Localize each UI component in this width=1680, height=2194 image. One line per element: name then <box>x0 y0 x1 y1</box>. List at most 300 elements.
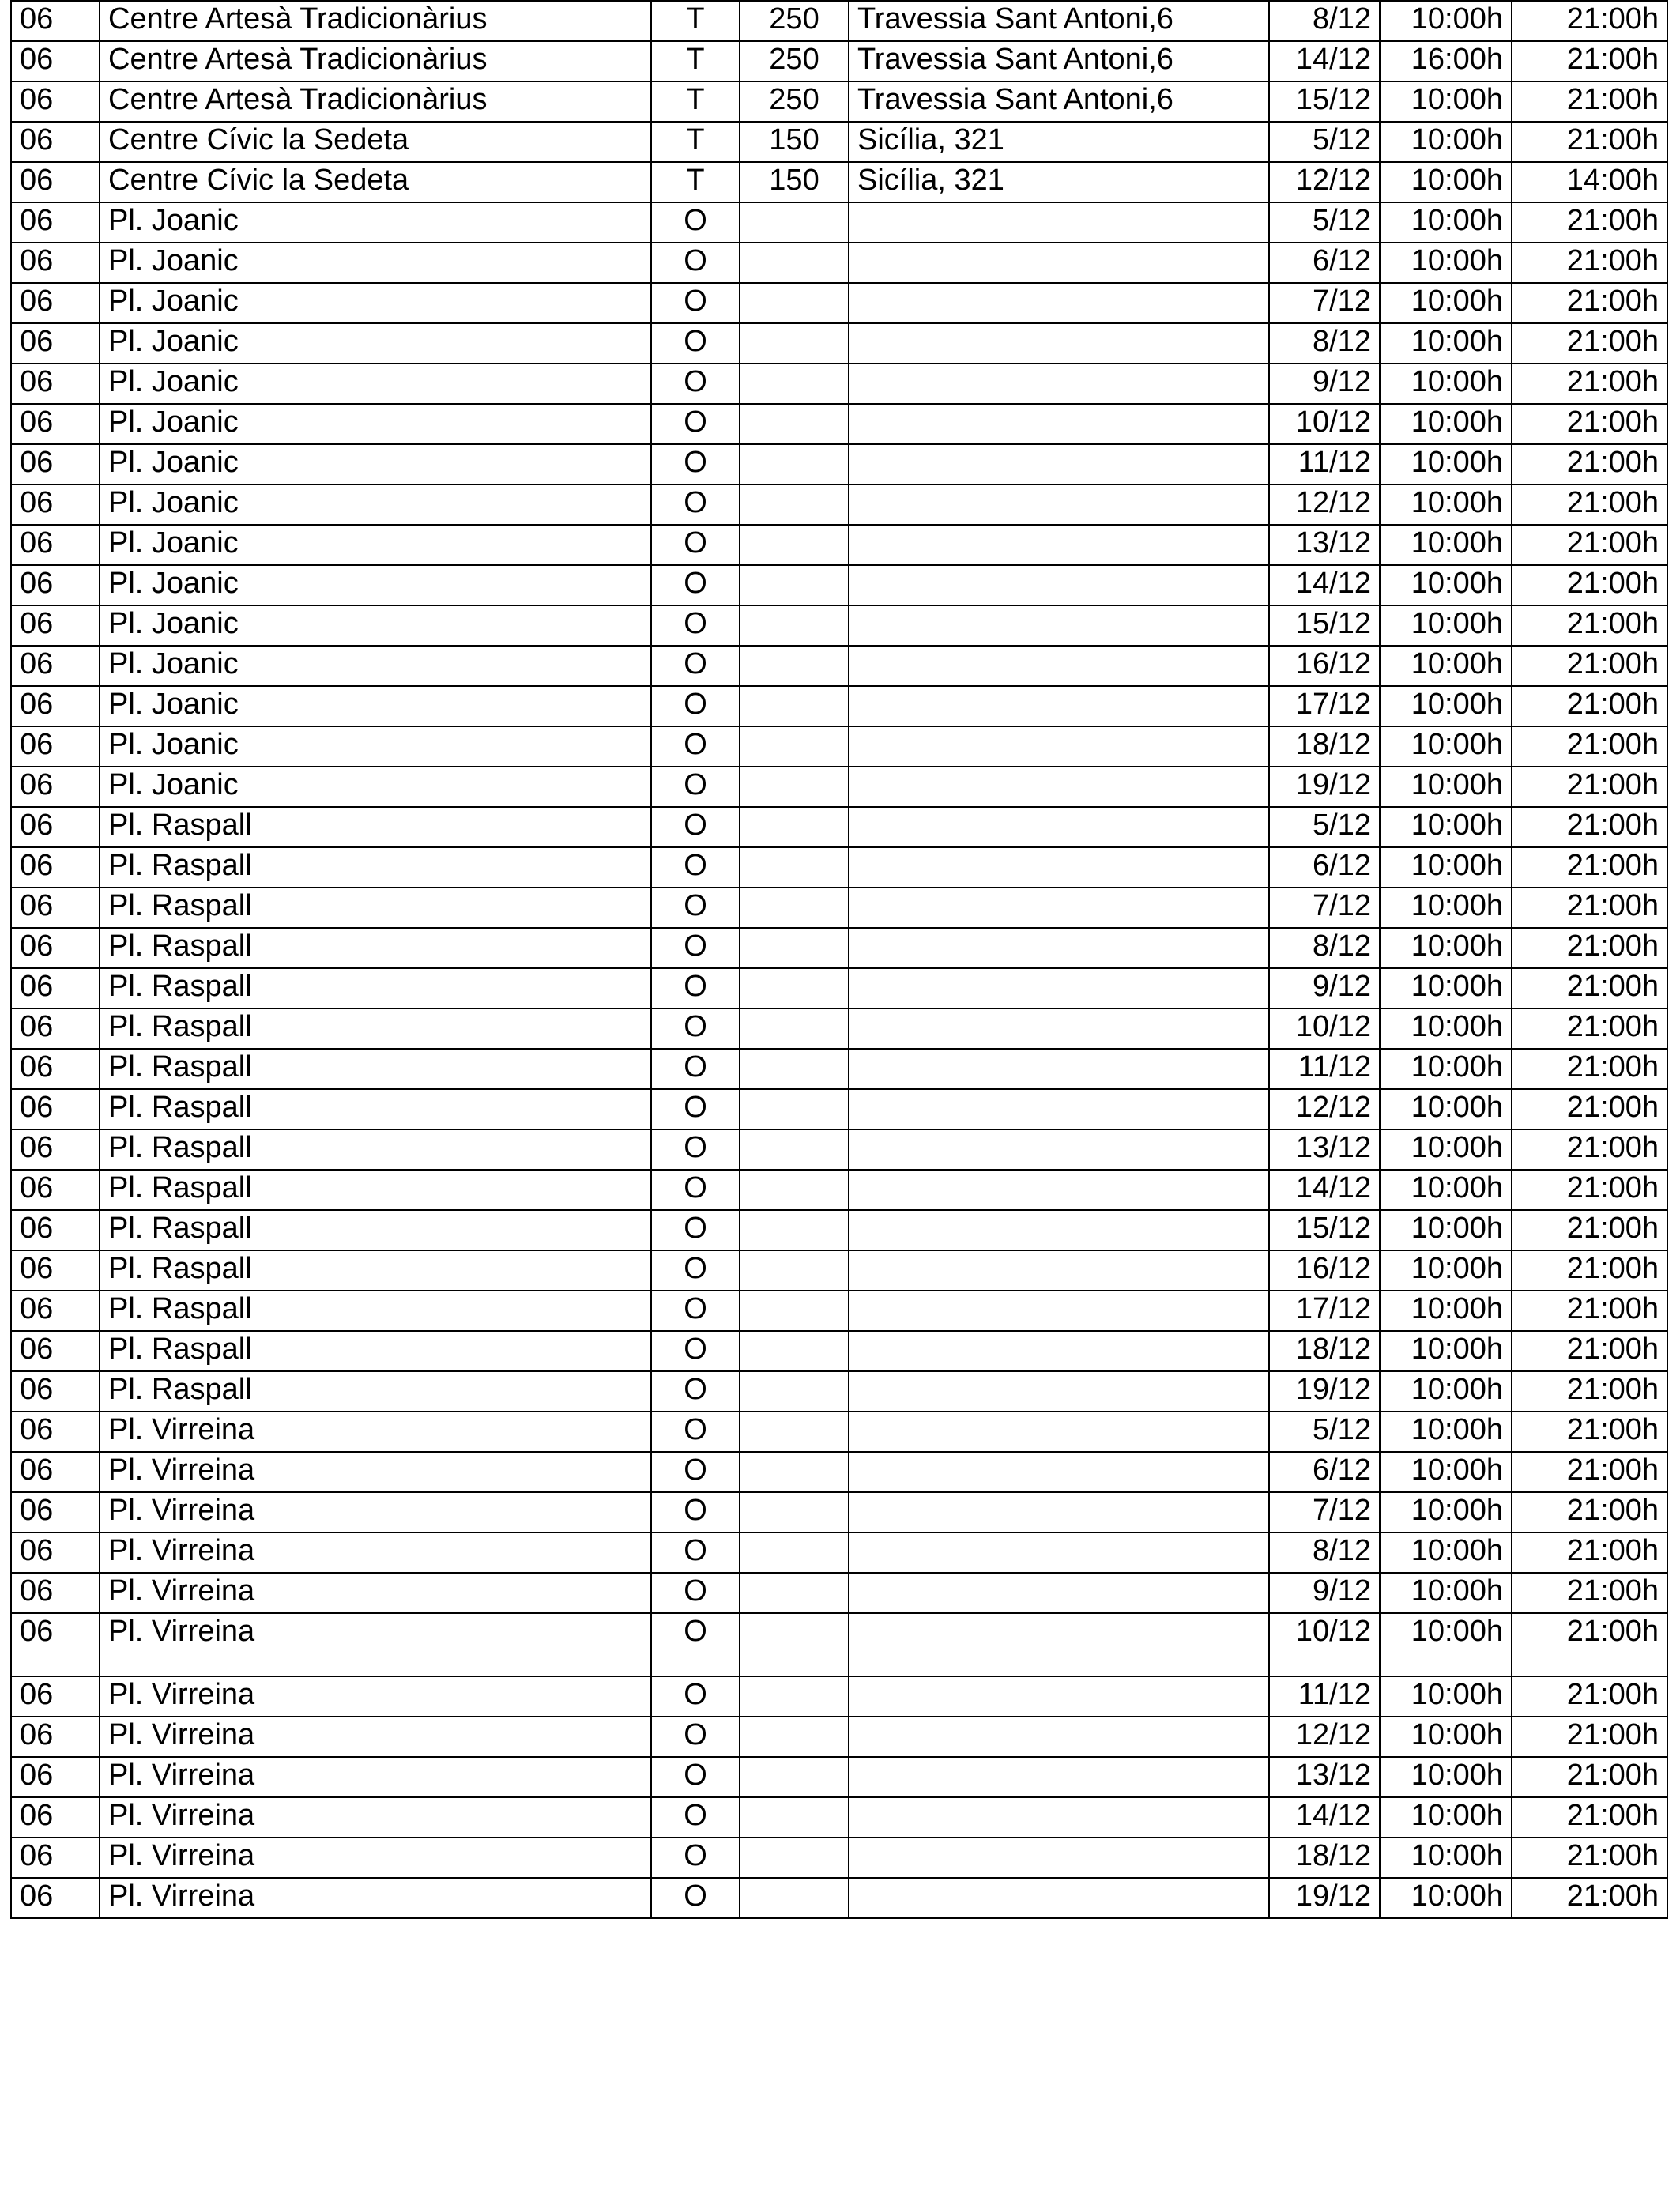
end-time-cell: 21:00h <box>1512 1008 1667 1049</box>
capacity-cell <box>740 525 849 565</box>
start-time-cell: 10:00h <box>1380 162 1512 202</box>
capacity-cell <box>740 1757 849 1797</box>
type-cell: O <box>651 1170 740 1210</box>
date-cell: 6/12 <box>1269 847 1380 888</box>
end-time-cell: 21:00h <box>1512 1452 1667 1492</box>
capacity-cell <box>740 1532 849 1573</box>
type-cell: O <box>651 1452 740 1492</box>
location-cell: Pl. Joanic <box>100 283 651 323</box>
end-time-cell: 21:00h <box>1512 928 1667 968</box>
start-time-cell: 10:00h <box>1380 1613 1512 1676</box>
capacity-cell <box>740 686 849 726</box>
date-cell: 11/12 <box>1269 1676 1380 1717</box>
type-cell: O <box>651 1210 740 1250</box>
capacity-cell <box>740 1717 849 1757</box>
end-time-cell: 21:00h <box>1512 364 1667 404</box>
end-time-cell: 21:00h <box>1512 1412 1667 1452</box>
type-cell: O <box>651 525 740 565</box>
capacity-cell <box>740 404 849 444</box>
table-row <box>11 928 1667 968</box>
location-cell: Pl. Virreina <box>100 1532 651 1573</box>
end-time-cell: 21:00h <box>1512 1613 1667 1676</box>
start-time-cell: 10:00h <box>1380 1049 1512 1089</box>
capacity-cell <box>740 1412 849 1452</box>
district-cell: 06 <box>11 646 100 686</box>
date-cell: 10/12 <box>1269 1613 1380 1676</box>
address-cell <box>849 1412 1269 1452</box>
district-cell: 06 <box>11 364 100 404</box>
type-cell: O <box>651 686 740 726</box>
date-cell: 8/12 <box>1269 1532 1380 1573</box>
date-cell: 19/12 <box>1269 1371 1380 1412</box>
start-time-cell: 10:00h <box>1380 847 1512 888</box>
start-time-cell: 10:00h <box>1380 807 1512 847</box>
table-row <box>11 1412 1667 1452</box>
table-row <box>11 807 1667 847</box>
capacity-cell <box>740 444 849 484</box>
type-cell: O <box>651 605 740 646</box>
type-cell: O <box>651 1717 740 1757</box>
address-cell <box>849 646 1269 686</box>
start-time-cell: 10:00h <box>1380 1757 1512 1797</box>
location-cell: Pl. Virreina <box>100 1757 651 1797</box>
district-cell: 06 <box>11 968 100 1008</box>
location-cell: Pl. Joanic <box>100 565 651 605</box>
district-cell: 06 <box>11 1573 100 1613</box>
table-row <box>11 283 1667 323</box>
address-cell <box>849 1717 1269 1757</box>
end-time-cell: 21:00h <box>1512 41 1667 81</box>
type-cell: O <box>651 1089 740 1129</box>
type-cell: O <box>651 1797 740 1838</box>
start-time-cell: 10:00h <box>1380 1532 1512 1573</box>
capacity-cell <box>740 1291 849 1331</box>
address-cell <box>849 807 1269 847</box>
capacity-cell <box>740 1331 849 1371</box>
start-time-cell: 10:00h <box>1380 928 1512 968</box>
table-row <box>11 444 1667 484</box>
location-cell: Pl. Raspall <box>100 968 651 1008</box>
location-cell: Pl. Joanic <box>100 525 651 565</box>
date-cell: 7/12 <box>1269 283 1380 323</box>
capacity-cell <box>740 847 849 888</box>
table-row <box>11 81 1667 122</box>
capacity-cell <box>740 1452 849 1492</box>
table-row <box>11 1371 1667 1412</box>
type-cell: O <box>651 1532 740 1573</box>
capacity-cell <box>740 1170 849 1210</box>
start-time-cell: 10:00h <box>1380 767 1512 807</box>
address-cell <box>849 1878 1269 1918</box>
capacity-cell: 150 <box>740 122 849 162</box>
address-cell <box>849 1797 1269 1838</box>
end-time-cell: 21:00h <box>1512 726 1667 767</box>
end-time-cell: 21:00h <box>1512 1532 1667 1573</box>
type-cell: O <box>651 484 740 525</box>
type-cell: O <box>651 1676 740 1717</box>
start-time-cell: 10:00h <box>1380 1089 1512 1129</box>
capacity-cell <box>740 1676 849 1717</box>
start-time-cell: 10:00h <box>1380 1008 1512 1049</box>
type-cell: T <box>651 122 740 162</box>
start-time-cell: 16:00h <box>1380 41 1512 81</box>
end-time-cell: 21:00h <box>1512 1 1667 41</box>
address-cell <box>849 323 1269 364</box>
end-time-cell: 21:00h <box>1512 444 1667 484</box>
capacity-cell <box>740 1089 849 1129</box>
capacity-cell: 250 <box>740 81 849 122</box>
location-cell: Pl. Raspall <box>100 1250 651 1291</box>
table-row <box>11 1210 1667 1250</box>
location-cell: Pl. Joanic <box>100 726 651 767</box>
district-cell: 06 <box>11 1129 100 1170</box>
date-cell: 14/12 <box>1269 1797 1380 1838</box>
capacity-cell <box>740 888 849 928</box>
district-cell: 06 <box>11 767 100 807</box>
date-cell: 9/12 <box>1269 1573 1380 1613</box>
start-time-cell: 10:00h <box>1380 726 1512 767</box>
district-cell: 06 <box>11 1492 100 1532</box>
table-row <box>11 525 1667 565</box>
location-cell: Pl. Joanic <box>100 686 651 726</box>
capacity-cell: 250 <box>740 1 849 41</box>
end-time-cell: 21:00h <box>1512 1838 1667 1878</box>
location-cell: Pl. Raspall <box>100 1331 651 1371</box>
table-row <box>11 1008 1667 1049</box>
table-row <box>11 1049 1667 1089</box>
district-cell: 06 <box>11 807 100 847</box>
district-cell: 06 <box>11 1008 100 1049</box>
start-time-cell: 10:00h <box>1380 1331 1512 1371</box>
location-cell: Pl. Joanic <box>100 202 651 243</box>
address-cell <box>849 1250 1269 1291</box>
district-cell: 06 <box>11 162 100 202</box>
address-cell <box>849 364 1269 404</box>
address-cell <box>849 1532 1269 1573</box>
end-time-cell: 21:00h <box>1512 888 1667 928</box>
location-cell: Pl. Raspall <box>100 807 651 847</box>
end-time-cell: 21:00h <box>1512 81 1667 122</box>
address-cell <box>849 1371 1269 1412</box>
start-time-cell: 10:00h <box>1380 122 1512 162</box>
table-row <box>11 1452 1667 1492</box>
location-cell: Pl. Raspall <box>100 847 651 888</box>
start-time-cell: 10:00h <box>1380 1412 1512 1452</box>
district-cell: 06 <box>11 525 100 565</box>
location-cell: Pl. Raspall <box>100 928 651 968</box>
table-row <box>11 1291 1667 1331</box>
district-cell: 06 <box>11 1049 100 1089</box>
address-cell: Travessia Sant Antoni,6 <box>849 81 1269 122</box>
address-cell <box>849 525 1269 565</box>
date-cell: 5/12 <box>1269 807 1380 847</box>
location-cell: Pl. Raspall <box>100 1089 651 1129</box>
district-cell: 06 <box>11 1838 100 1878</box>
capacity-cell <box>740 1371 849 1412</box>
address-cell <box>849 767 1269 807</box>
location-cell: Pl. Virreina <box>100 1573 651 1613</box>
type-cell: O <box>651 565 740 605</box>
table-row <box>11 565 1667 605</box>
capacity-cell <box>740 1613 849 1676</box>
address-cell <box>849 1757 1269 1797</box>
address-cell <box>849 1613 1269 1676</box>
end-time-cell: 21:00h <box>1512 1492 1667 1532</box>
location-cell: Pl. Joanic <box>100 444 651 484</box>
date-cell: 14/12 <box>1269 565 1380 605</box>
address-cell <box>849 404 1269 444</box>
date-cell: 18/12 <box>1269 1331 1380 1371</box>
table-row <box>11 847 1667 888</box>
end-time-cell: 21:00h <box>1512 525 1667 565</box>
table-row <box>11 1757 1667 1797</box>
address-cell <box>849 605 1269 646</box>
district-cell: 06 <box>11 1717 100 1757</box>
capacity-cell <box>740 1008 849 1049</box>
address-cell <box>849 1838 1269 1878</box>
table-row <box>11 767 1667 807</box>
date-cell: 5/12 <box>1269 202 1380 243</box>
table-row <box>11 1331 1667 1371</box>
table-row <box>11 1 1667 41</box>
type-cell: O <box>651 404 740 444</box>
type-cell: O <box>651 1757 740 1797</box>
type-cell: T <box>651 41 740 81</box>
end-time-cell: 21:00h <box>1512 807 1667 847</box>
district-cell: 06 <box>11 122 100 162</box>
date-cell: 7/12 <box>1269 1492 1380 1532</box>
table-row <box>11 1838 1667 1878</box>
location-cell: Centre Artesà Tradicionàrius <box>100 1 651 41</box>
address-cell <box>849 1210 1269 1250</box>
capacity-cell <box>740 243 849 283</box>
table-row <box>11 484 1667 525</box>
type-cell: O <box>651 968 740 1008</box>
district-cell: 06 <box>11 243 100 283</box>
location-cell: Pl. Virreina <box>100 1838 651 1878</box>
start-time-cell: 10:00h <box>1380 646 1512 686</box>
district-cell: 06 <box>11 1613 100 1676</box>
table-row <box>11 162 1667 202</box>
address-cell <box>849 888 1269 928</box>
district-cell: 06 <box>11 1170 100 1210</box>
address-cell <box>849 1049 1269 1089</box>
end-time-cell: 14:00h <box>1512 162 1667 202</box>
location-cell: Centre Cívic la Sedeta <box>100 162 651 202</box>
address-cell <box>849 444 1269 484</box>
end-time-cell: 21:00h <box>1512 1676 1667 1717</box>
address-cell: Travessia Sant Antoni,6 <box>849 1 1269 41</box>
table-row <box>11 41 1667 81</box>
date-cell: 14/12 <box>1269 41 1380 81</box>
end-time-cell: 21:00h <box>1512 1797 1667 1838</box>
location-cell: Pl. Virreina <box>100 1717 651 1757</box>
type-cell: O <box>651 1008 740 1049</box>
date-cell: 8/12 <box>1269 1 1380 41</box>
capacity-cell <box>740 646 849 686</box>
location-cell: Pl. Joanic <box>100 364 651 404</box>
date-cell: 9/12 <box>1269 364 1380 404</box>
address-cell <box>849 1170 1269 1210</box>
table-row <box>11 404 1667 444</box>
capacity-cell <box>740 968 849 1008</box>
district-cell: 06 <box>11 1797 100 1838</box>
capacity-cell <box>740 364 849 404</box>
table-row <box>11 202 1667 243</box>
date-cell: 17/12 <box>1269 686 1380 726</box>
table-row <box>11 686 1667 726</box>
capacity-cell <box>740 1210 849 1250</box>
date-cell: 12/12 <box>1269 1717 1380 1757</box>
table-row <box>11 1573 1667 1613</box>
district-cell: 06 <box>11 686 100 726</box>
start-time-cell: 10:00h <box>1380 1492 1512 1532</box>
start-time-cell: 10:00h <box>1380 283 1512 323</box>
start-time-cell: 10:00h <box>1380 323 1512 364</box>
type-cell: O <box>651 1049 740 1089</box>
district-cell: 06 <box>11 202 100 243</box>
district-cell: 06 <box>11 888 100 928</box>
type-cell: O <box>651 928 740 968</box>
address-cell: Travessia Sant Antoni,6 <box>849 41 1269 81</box>
end-time-cell: 21:00h <box>1512 968 1667 1008</box>
start-time-cell: 10:00h <box>1380 1676 1512 1717</box>
date-cell: 7/12 <box>1269 888 1380 928</box>
date-cell: 11/12 <box>1269 444 1380 484</box>
start-time-cell: 10:00h <box>1380 202 1512 243</box>
end-time-cell: 21:00h <box>1512 243 1667 283</box>
district-cell: 06 <box>11 41 100 81</box>
type-cell: O <box>651 1331 740 1371</box>
type-cell: O <box>651 767 740 807</box>
location-cell: Pl. Joanic <box>100 243 651 283</box>
type-cell: O <box>651 726 740 767</box>
end-time-cell: 21:00h <box>1512 1089 1667 1129</box>
end-time-cell: 21:00h <box>1512 202 1667 243</box>
capacity-cell <box>740 1250 849 1291</box>
district-cell: 06 <box>11 726 100 767</box>
address-cell: Sicília, 321 <box>849 162 1269 202</box>
address-cell <box>849 1089 1269 1129</box>
end-time-cell: 21:00h <box>1512 847 1667 888</box>
start-time-cell: 10:00h <box>1380 1170 1512 1210</box>
district-cell: 06 <box>11 1412 100 1452</box>
address-cell <box>849 202 1269 243</box>
location-cell: Pl. Joanic <box>100 605 651 646</box>
end-time-cell: 21:00h <box>1512 1291 1667 1331</box>
table-row <box>11 1613 1667 1676</box>
district-cell: 06 <box>11 928 100 968</box>
start-time-cell: 10:00h <box>1380 686 1512 726</box>
address-cell <box>849 243 1269 283</box>
end-time-cell: 21:00h <box>1512 565 1667 605</box>
end-time-cell: 21:00h <box>1512 484 1667 525</box>
table-row <box>11 1492 1667 1532</box>
capacity-cell <box>740 1049 849 1089</box>
location-cell: Pl. Virreina <box>100 1797 651 1838</box>
address-cell <box>849 686 1269 726</box>
district-cell: 06 <box>11 444 100 484</box>
end-time-cell: 21:00h <box>1512 1170 1667 1210</box>
type-cell: O <box>651 646 740 686</box>
start-time-cell: 10:00h <box>1380 444 1512 484</box>
district-cell: 06 <box>11 1676 100 1717</box>
location-cell: Pl. Raspall <box>100 1129 651 1170</box>
address-cell <box>849 1676 1269 1717</box>
location-cell: Pl. Joanic <box>100 484 651 525</box>
date-cell: 13/12 <box>1269 525 1380 565</box>
type-cell: O <box>651 847 740 888</box>
district-cell: 06 <box>11 1291 100 1331</box>
address-cell <box>849 1291 1269 1331</box>
district-cell: 06 <box>11 484 100 525</box>
end-time-cell: 21:00h <box>1512 767 1667 807</box>
date-cell: 17/12 <box>1269 1291 1380 1331</box>
date-cell: 14/12 <box>1269 1170 1380 1210</box>
end-time-cell: 21:00h <box>1512 122 1667 162</box>
type-cell: O <box>651 1613 740 1676</box>
district-cell: 06 <box>11 283 100 323</box>
capacity-cell <box>740 767 849 807</box>
address-cell <box>849 1129 1269 1170</box>
end-time-cell: 21:00h <box>1512 1757 1667 1797</box>
start-time-cell: 10:00h <box>1380 364 1512 404</box>
date-cell: 15/12 <box>1269 81 1380 122</box>
capacity-cell <box>740 565 849 605</box>
capacity-cell <box>740 1492 849 1532</box>
capacity-cell <box>740 484 849 525</box>
start-time-cell: 10:00h <box>1380 525 1512 565</box>
location-cell: Centre Cívic la Sedeta <box>100 122 651 162</box>
start-time-cell: 10:00h <box>1380 1797 1512 1838</box>
type-cell: O <box>651 202 740 243</box>
type-cell: O <box>651 243 740 283</box>
start-time-cell: 10:00h <box>1380 1371 1512 1412</box>
start-time-cell: 10:00h <box>1380 888 1512 928</box>
address-cell <box>849 1492 1269 1532</box>
date-cell: 16/12 <box>1269 646 1380 686</box>
type-cell: O <box>651 1250 740 1291</box>
start-time-cell: 10:00h <box>1380 1838 1512 1878</box>
location-cell: Pl. Raspall <box>100 888 651 928</box>
capacity-cell <box>740 1838 849 1878</box>
location-cell: Pl. Virreina <box>100 1613 651 1676</box>
table-row <box>11 1797 1667 1838</box>
type-cell: T <box>651 1 740 41</box>
address-cell <box>849 1331 1269 1371</box>
date-cell: 19/12 <box>1269 1878 1380 1918</box>
date-cell: 19/12 <box>1269 767 1380 807</box>
district-cell: 06 <box>11 81 100 122</box>
district-cell: 06 <box>11 1250 100 1291</box>
start-time-cell: 10:00h <box>1380 1291 1512 1331</box>
end-time-cell: 21:00h <box>1512 1573 1667 1613</box>
table-row <box>11 1129 1667 1170</box>
end-time-cell: 21:00h <box>1512 1371 1667 1412</box>
date-cell: 6/12 <box>1269 1452 1380 1492</box>
date-cell: 8/12 <box>1269 323 1380 364</box>
location-cell: Pl. Joanic <box>100 646 651 686</box>
date-cell: 10/12 <box>1269 1008 1380 1049</box>
type-cell: T <box>651 162 740 202</box>
location-cell: Pl. Joanic <box>100 323 651 364</box>
type-cell: O <box>651 1412 740 1452</box>
end-time-cell: 21:00h <box>1512 1129 1667 1170</box>
capacity-cell: 250 <box>740 41 849 81</box>
district-cell: 06 <box>11 1757 100 1797</box>
end-time-cell: 21:00h <box>1512 1331 1667 1371</box>
schedule-table <box>10 0 1668 1919</box>
